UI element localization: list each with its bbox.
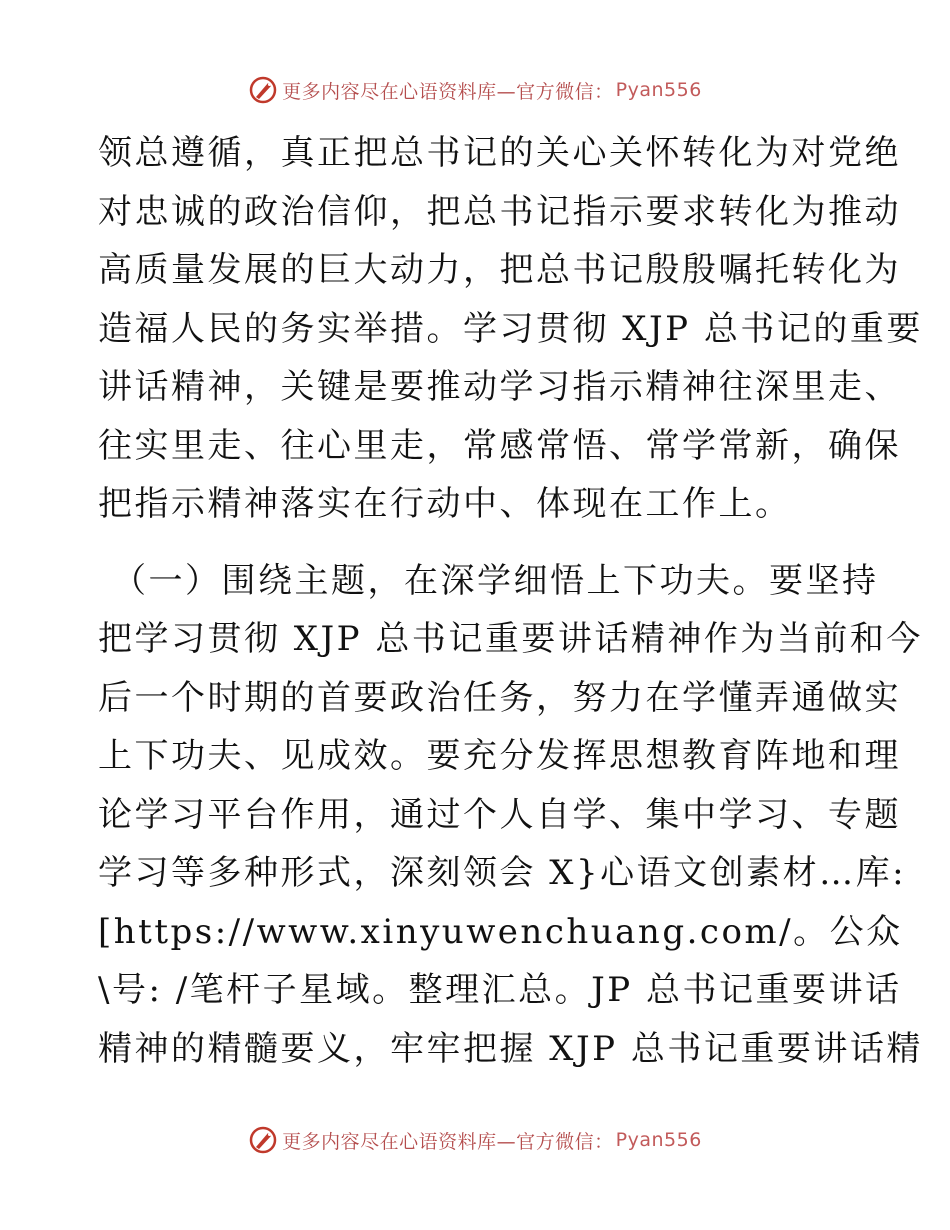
text-line: 把指示精神落实在行动中、体现在工作上。 bbox=[98, 484, 792, 524]
text-line: （一）围绕主题，在深学细悟上下功夫。要坚持 bbox=[112, 560, 879, 601]
header-banner-text: 更多内容尽在心语资料库—官方微信： bbox=[282, 80, 614, 103]
text-line: 领总遵循，真正把总书记的关心关怀转化为对党绝 bbox=[98, 133, 901, 173]
text-line: 论学习平台作用，通过个人自学、集中学习、专题 bbox=[98, 794, 901, 835]
text-line: 高质量发展的巨大动力，把总书记殷殷嘱托转化为 bbox=[98, 250, 901, 290]
document-body bbox=[98, 124, 923, 1078]
header-banner bbox=[0, 70, 950, 110]
text-line: 造福人民的务实举措。学习贯彻 XJP 总书记的重要 bbox=[98, 308, 923, 349]
paragraph-gap bbox=[98, 534, 858, 552]
footer-banner bbox=[0, 1120, 950, 1160]
text-line: 上下功夫、见成效。要充分发挥思想教育阵地和理 bbox=[98, 736, 901, 776]
footer-banner-handle: Pyan556 bbox=[615, 1129, 702, 1151]
text-line: [https://www.xinyuwenchuang.com/。公众 bbox=[98, 911, 903, 952]
footer-banner-text: 更多内容尽在心语资料库—官方微信： bbox=[282, 1130, 614, 1153]
text-line: 精神的精髓要义，牢牢把握 XJP 总书记重要讲话精 bbox=[98, 1028, 923, 1069]
text-line: 讲话精神，关键是要推动学习指示精神往深里走、 bbox=[98, 367, 901, 407]
text-line: 对忠诚的政治信仰，把总书记指示要求转化为推动 bbox=[98, 191, 901, 232]
text-line: \号: /笔杆子星域。整理汇总。JP 总书记重要讲话 bbox=[98, 970, 902, 1010]
paragraph-1 bbox=[98, 124, 923, 534]
pen-nib-circle-icon bbox=[248, 75, 278, 105]
text-line: 学习等多种形式，深刻领会 X}心语文创素材…库: bbox=[98, 853, 907, 893]
text-line: 往实里走、往心里走，常感常悟、常学常新，确保 bbox=[98, 425, 901, 466]
text-line: 把学习贯彻 XJP 总书记重要讲话精神作为当前和今 bbox=[98, 619, 923, 659]
pen-nib-circle-icon bbox=[248, 1125, 278, 1155]
paragraph-2 bbox=[98, 552, 923, 1079]
header-banner-handle: Pyan556 bbox=[615, 79, 702, 101]
text-line: 后一个时期的首要政治任务，努力在学懂弄通做实 bbox=[98, 677, 901, 718]
